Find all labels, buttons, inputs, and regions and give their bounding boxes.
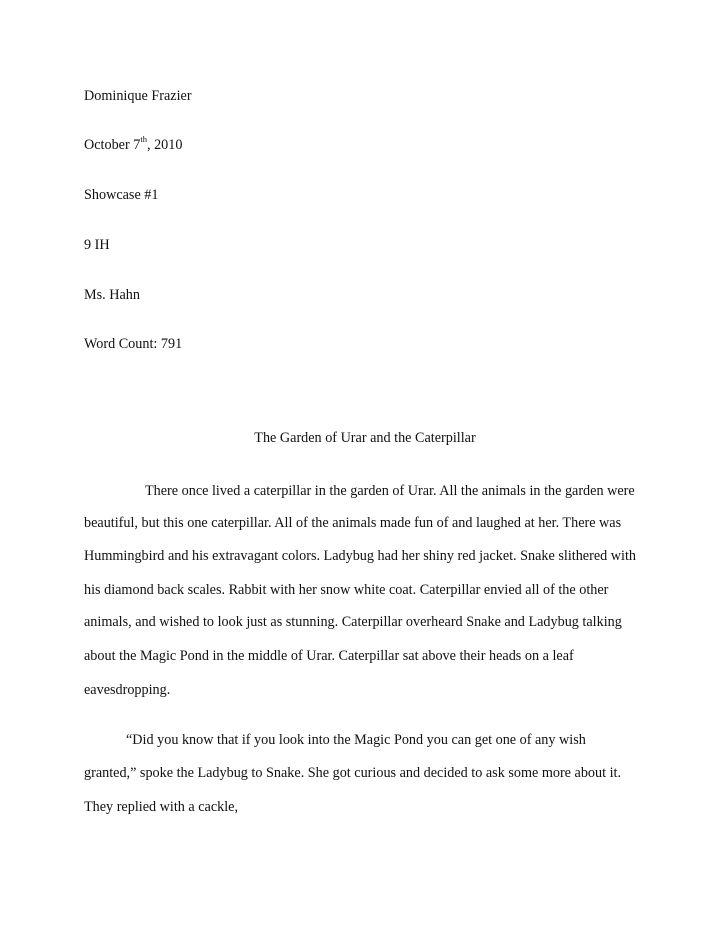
- author-name: Dominique Frazier: [84, 88, 192, 104]
- paragraph-line: beautiful, but this one caterpillar. All of the animals made fun of and laughed at her. There was: [84, 515, 622, 531]
- word-count: Word Count: 791: [84, 336, 183, 352]
- date-suffix: , 2010: [146, 137, 183, 153]
- class-name: 9 IH: [84, 237, 110, 253]
- paragraph-line: animals, and wished to look just as stunning. Caterpillar overheard Snake and Ladybug talking: [84, 614, 622, 630]
- teacher-name: Ms. Hahn: [84, 287, 140, 303]
- paragraph-line: eavesdropping.: [84, 682, 171, 698]
- date-prefix: October 7: [84, 137, 141, 153]
- paragraph-line: Hummingbird and his extravagant colors. Ladybug had her shiny red jacket. Snake slithered with: [84, 548, 636, 564]
- date-superscript: th: [140, 134, 147, 145]
- paragraph-line: about the Magic Pond in the middle of Urar. Caterpillar sat above their heads on a leaf: [84, 648, 574, 664]
- paragraph-line: his diamond back scales. Rabbit with her snow white coat. Caterpillar envied all of the other: [84, 582, 609, 598]
- paragraph-line: They replied with a cackle,: [84, 799, 239, 815]
- date-line: [84, 136, 182, 154]
- paragraph-line: There once lived a caterpillar in the garden of Urar. All the animals in the garden were: [145, 483, 635, 499]
- paragraph-line: “Did you know that if you look into the Magic Pond you can get one of any wish: [126, 732, 586, 748]
- assignment-name: Showcase #1: [84, 187, 159, 203]
- story-title-text: The Garden of Urar and the Caterpillar: [254, 430, 476, 446]
- story-title: [0, 429, 728, 447]
- paragraph-line: granted,” spoke the Ladybug to Snake. She got curious and decided to ask some more about it.: [84, 765, 622, 781]
